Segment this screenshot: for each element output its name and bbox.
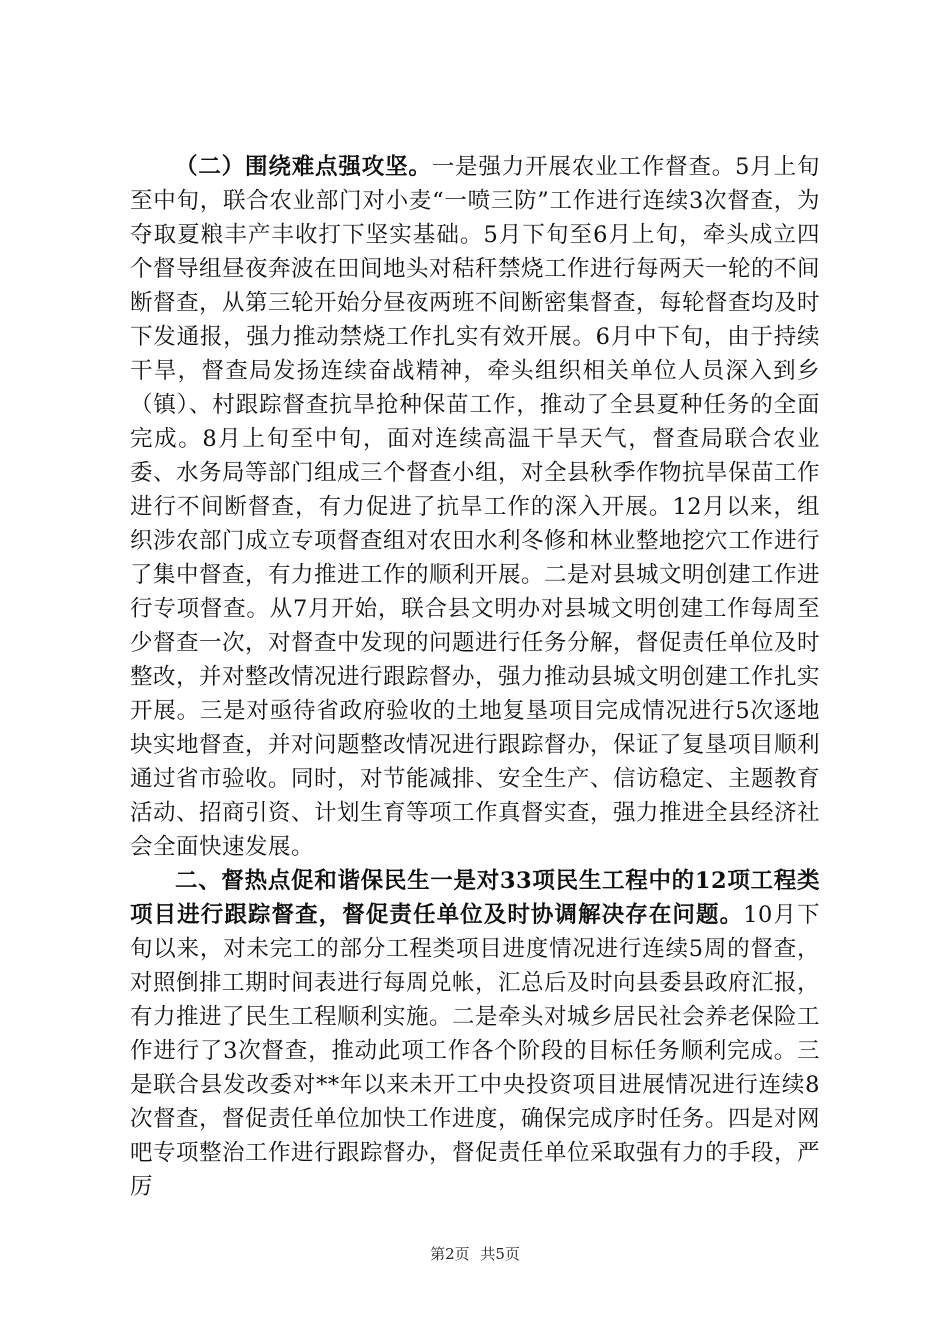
page-number: 第2页 xyxy=(430,1245,470,1263)
page-total: 共5页 xyxy=(480,1245,520,1263)
section-heading-difficulty: （二）围绕难点强攻坚。 xyxy=(175,154,432,180)
document-body xyxy=(130,150,820,1204)
paragraph-hotspot-section xyxy=(130,864,820,1204)
page-footer xyxy=(0,1243,950,1264)
paragraph-text: 10月下旬以来，对未完工的部分工程类项目进度情况进行连续5周的督查，对照倒排工期时间表进行每周兑帐，汇总后及时向县委县政府汇报，有力推进了民生工程顺利实施。二是牵头对城乡居民社会养老保险工作进行了3次督查，推动此项工作各个阶段的目标任务顺利完成。三是联合县发改委对**年以来未开工中央投资项目进展情况进行连续8次督查，督促责任单位加快工作进度，确保完成序时任务。四是对网吧专项整治工作进行跟踪督办，督促责任单位采取强有力的手段，严厉 xyxy=(130,902,821,1200)
section-heading-hotspot: 二、督热点促和谐保民生一是对33项民生工程中的12项工程类项目进行跟踪督查，督促责任单位及时协调解决存在问题。 xyxy=(130,868,820,928)
paragraph-text: 一是强力开展农业工作督查。5月上旬至中旬，联合农业部门对小麦“一喷三防”工作进行连续3次督查，为夺取夏粮丰产丰收打下坚实基础。5月下旬至6月上旬，牵头成立四个督导组昼夜奔波在田间地头对秸秆禁烧工作进行每两天一轮的不间断督查，从第三轮开始分昼夜两班不间断密集督查，每轮督查均及时下发通报，强力推动禁烧工作扎实有效开展。6月中下旬，由于持续干旱，督查局发扬连续奋战精神，牵头组织相关单位人员深入到乡（镇）、村跟踪督查抗旱抢种保苗工作，推动了全县夏种任务的全面完成。8月上旬至中旬，面对连续高温干旱天气，督查局联合农业委、水务局等部门组成三个督查小组，对全县秋季作物抗旱保苗工作进行不间断督查，有力促进了抗旱工作的深入开展。12月以来，组织涉农部门成立专项督查组对农田水利冬修和林业整地挖穴工作进行了集中督查，有力推进工作的顺利开展。二是对县城文明创建工作进行专项督查。从7月开始，联合县文明办对县城文明创建工作每周至少督查一次，对督查中发现的问题进行任务分解，督促责任单位及时整改，并对整改情况进行跟踪督办，强力推动县城文明创建工作扎实开展。三是对亟待省政府验收的土地复垦项目完成情况进行5次逐地块实地督查，并对问题整改情况进行跟踪督办，保证了复垦项目顺利通过省市验收。同时，对节能减排、安全生产、信访稳定、主题教育活动、招商引资、计划生育等项工作真督实查，强力推进全县经济社会全面快速发展。 xyxy=(130,154,821,860)
paragraph-difficulty-section xyxy=(130,150,820,864)
